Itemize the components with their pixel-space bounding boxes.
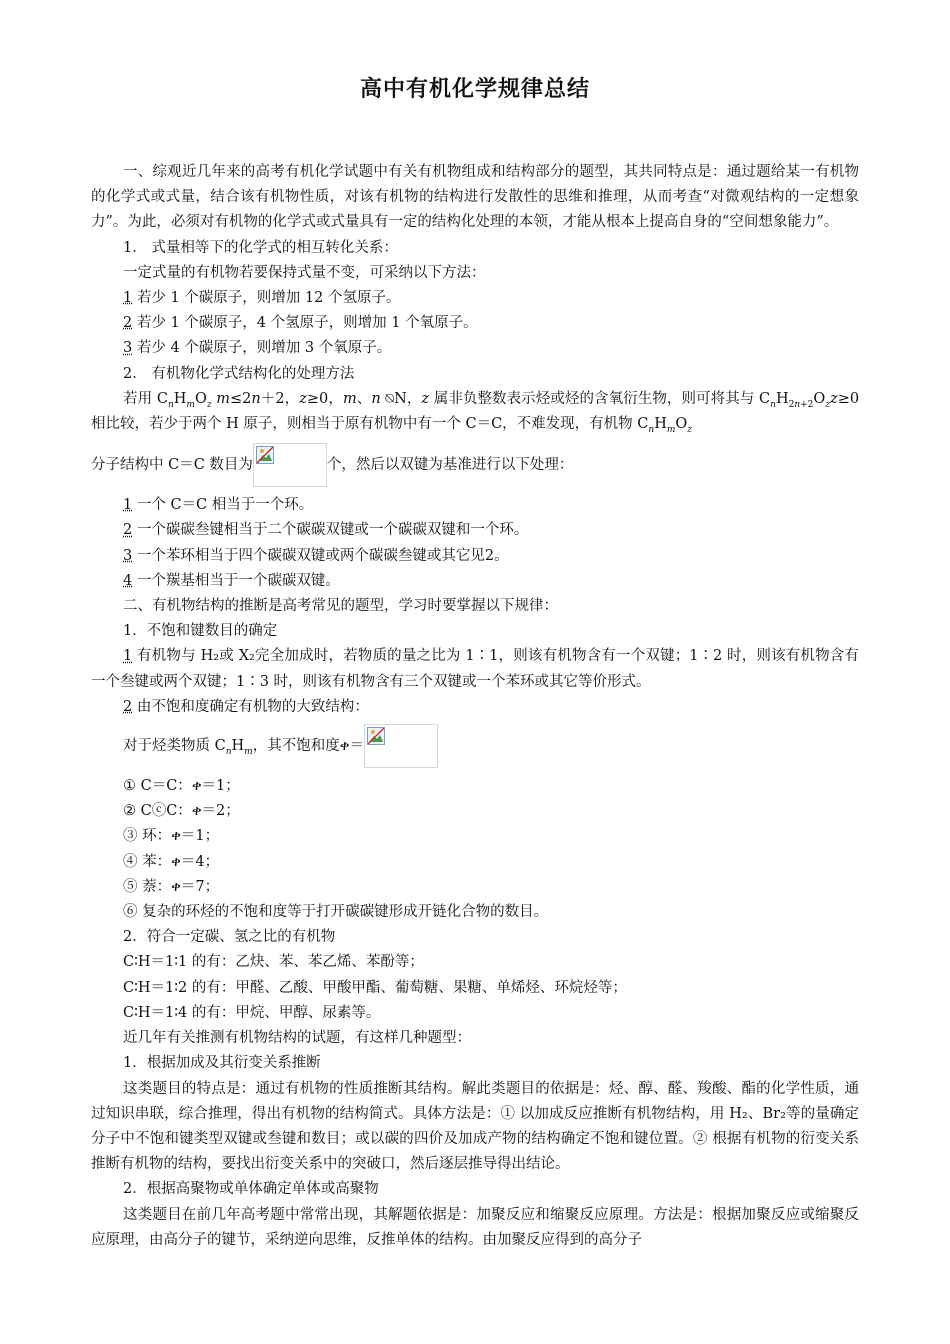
section2-heading-1: 1．不饱和键数目的确定 <box>123 623 278 640</box>
list-item: 2 由不饱和度确定有机物的大致结构： <box>123 698 369 715</box>
section2-heading-2: 2．符合一定碳、氢之比的有机物 <box>123 929 336 946</box>
formula-image <box>364 724 438 768</box>
list-item: 3 若少 4 个碳原子，则增加 3 个氧原子。 <box>123 340 392 357</box>
section1-heading-2: 2． 有机物化学式结构化的处理方法 <box>123 365 355 382</box>
list-item: 2 若少 1 个碳原子，4 个氢原子，则增加 1 个氧原子。 <box>123 315 478 332</box>
list-item: 2 一个碳碳叁键相当于二个碳碳双键或一个碳碳双键和一个环。 <box>123 522 529 539</box>
list-item: 1 若少 1 个碳原子，则增加 12 个氢原子。 <box>123 290 401 307</box>
type1-heading: 1．根据加成及其衍变关系推断 <box>123 1055 321 1072</box>
unsaturation-lead: 对于烃类物质 $C_nH_m$，其不饱和度ቀ＝ <box>91 724 859 768</box>
section1-lead-1: 一定式量的有机物若要保持式量不变，可采纳以下方法： <box>123 264 486 281</box>
list-item: ⑥ 复杂的环烃的不饱和度等于打开碳碳键形成开链化合物的数目。 <box>123 904 549 921</box>
ratio-line: C∶H＝1∶2 的有：甲醛、乙酸、甲酸甲酯、葡萄糖、果糖、单烯烃、环烷烃等； <box>123 979 627 996</box>
formula-paragraph: 若用 $C_nH_mO_z$ m≤2n＋2，z≥0，m、n ⍉N，z 属非负整数表示烃或烃的含氧衍生物，则可将其与 $C_nH_{2n+2}O_zz\ge 0$相比较，若少于两个 H 原子，则相当于原有机物中有一个 C＝C，不难发现，有机物 $C_nH_mO_z$ <box>91 390 860 435</box>
list-item: 3 一个苯环相当于四个碳碳双键或两个碳碳叁键或其它见2。 <box>123 547 509 564</box>
section1-intro: 一、综观近几年来的高考有机化学试题中有关有机物组成和结构部分的题型，其共同特点是：通过题给某一有机物的化学式或式量，结合该有机物性质，对该有机物的结构进行发散性的思维和推理，从而考查“对微观结构的一定想象力”。为此，必须对有机物的化学式或式量具有一定的结构化处理的本领，才能从根本上提高自身的“空间想象能力”。 <box>91 164 859 231</box>
list-item: ③ 环：ቀ＝1； <box>123 828 220 845</box>
type2-heading: 2．根据高聚物或单体确定单体或高聚物 <box>123 1181 379 1198</box>
page-title: 高中有机化学规律总结 <box>359 77 590 102</box>
section2-intro: 二、有机物结构的推断是高考常见的题型，学习时要掌握以下规律： <box>123 598 558 615</box>
list-item: 1 有机物与 H₂或 X₂完全加成时，若物质的量之比为 1∶1，则该有机物含有一个双键；1∶2 时，则该有机物含有一个叁键或两个双键；1∶3 时，则该有机物含有三个双键或一个苯环或其它等价形式。 <box>91 648 859 690</box>
document-body <box>91 160 859 1253</box>
list-item: ④ 苯：ቀ＝4； <box>123 853 220 870</box>
list-item: ⑤ 萘：ቀ＝7； <box>123 878 220 895</box>
formula-image <box>253 443 327 487</box>
broken-image-icon <box>367 727 385 745</box>
list-item: ② CⓒC：ቀ＝2； <box>123 803 240 820</box>
list-item: 1 一个 C＝C 相当于一个环。 <box>123 497 314 514</box>
recent-types-lead: 近几年有关推测有机物结构的试题，有这样几种题型： <box>123 1030 471 1047</box>
type1-body: 这类题目的特点是：通过有机物的性质推断其结构。解此类题目的依据是：烃、醇、醛、羧酸、酯的化学性质，通过知识串联，综合推理，得出有机物的结构简式。具体方法是：① 以加成反应推断有机物结构，用 H₂、Br₂等的量确定分子中不饱和键类型双键或叁键和数目；或以碳的四价及加成产物的结构确定不饱和键位置。② 根据有机物的衍变关系推断有机物的结构，要找出衍变关系中的突破口，然后逐层推导得出结论。 <box>91 1080 859 1173</box>
type2-body: 这类题目在前几年高考题中常常出现，其解题依据是：加聚反应和缩聚反应原理。方法是：根据加聚反应或缩聚反应原理，由高分子的键节，采纳逆向思维，反推单体的结构。由加聚反应得到的高分子 <box>91 1206 859 1248</box>
broken-image-icon <box>256 446 274 464</box>
formula-paragraph-cont: 分子结构中 C＝C 数目为 个，然后以双键为基准进行以下处理： <box>91 443 859 487</box>
list-item: 4 一个羰基相当于一个碳碳双键。 <box>123 572 340 589</box>
ratio-line: C∶H＝1∶1 的有：乙炔、苯、苯乙烯、苯酚等； <box>123 954 424 971</box>
section1-heading-1: 1． 式量相等下的化学式的相互转化关系： <box>123 239 398 256</box>
list-item: ① C＝C：ቀ＝1； <box>123 778 240 795</box>
ratio-line: C∶H＝1∶4 的有：甲烷、甲醇、尿素等。 <box>123 1004 381 1021</box>
